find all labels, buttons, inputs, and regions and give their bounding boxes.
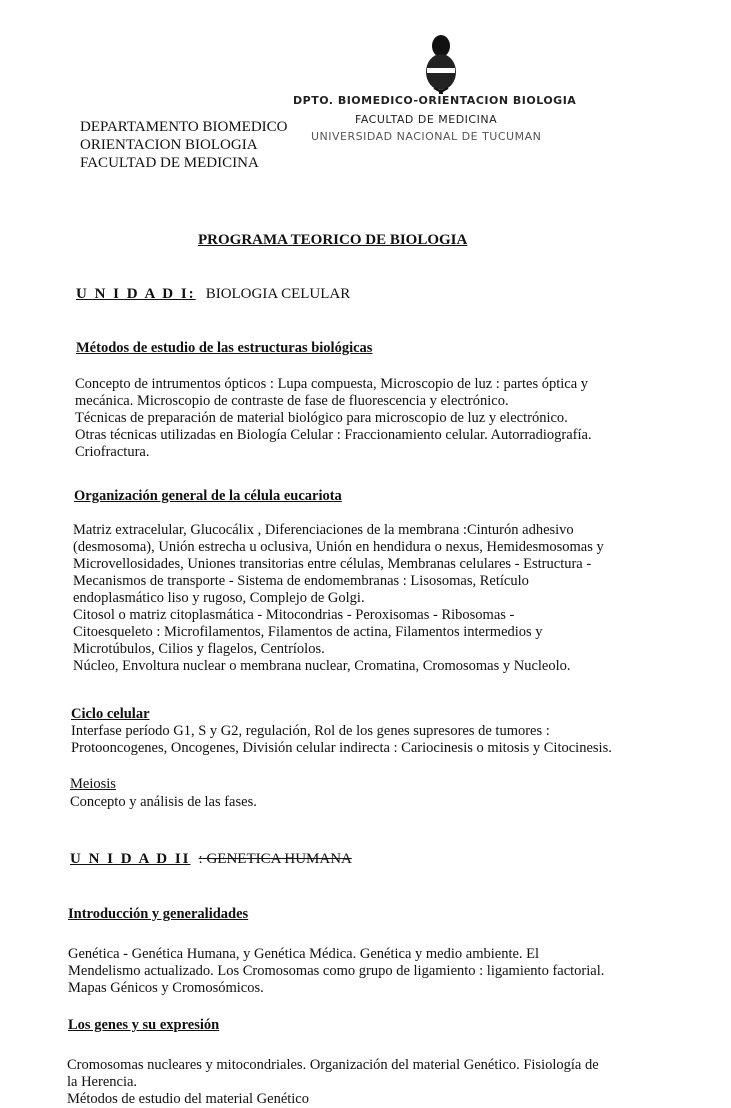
text-line: Métodos de estudio del material Genético <box>67 1091 309 1107</box>
text-line: la Herencia. <box>67 1074 138 1090</box>
text-line: Citosol o matriz citoplasmática - Mitocondrias - Peroxisomas - Ribosomas - <box>73 607 515 623</box>
text-line: Mendelismo actualizado. Los Cromosomas como grupo de ligamiento : ligamiento factorial. <box>68 963 605 979</box>
text-line: mecánica. Microscopio de contraste de fase de fluorescencia y electrónico. <box>75 393 509 409</box>
coat-of-arms-stamp-icon <box>418 34 464 94</box>
unit-1-label: U N I D A D I: <box>76 286 196 302</box>
unit-2-name: : GENETICA HUMANA <box>198 851 352 867</box>
stamp-line-3: UNIVERSIDAD NACIONAL DE TUCUMAN <box>311 130 542 143</box>
unit-1-name: BIOLOGIA CELULAR <box>205 286 351 302</box>
text-line: Criofractura. <box>75 444 150 460</box>
section-body-cell-cycle <box>71 723 612 757</box>
section-heading-introduction: Introducción y generalidades <box>68 906 249 922</box>
text-line: Técnicas de preparación de material biológico para microscopio de luz y electrónico. <box>75 410 568 426</box>
text-line: Matriz extracelular, Glucocálix , Diferenciaciones de la membrana :Cinturón adhesivo <box>73 522 574 538</box>
unit-2-heading <box>70 850 352 868</box>
unit-2-label: U N I D A D II <box>70 851 191 867</box>
text-line: endoplasmático liso y rugoso, Complejo de Golgi. <box>73 590 365 606</box>
text-line: Cromosomas nucleares y mitocondriales. Organización del material Genético. Fisiología de <box>67 1057 599 1073</box>
section-body-cell-organization <box>73 522 604 675</box>
stamp-line-2: FACULTAD DE MEDICINA <box>355 113 498 126</box>
section-body-methods <box>75 376 592 461</box>
page-title: PROGRAMA TEORICO DE BIOLOGIA <box>198 232 468 248</box>
text-line: Interfase período G1, S y G2, regulación, Rol de los genes supresores de tumores : <box>71 723 550 739</box>
section-heading-cell-organization: Organización general de la célula eucariota <box>74 488 342 504</box>
section-heading-genes-expression: Los genes y su expresión <box>68 1017 220 1033</box>
section-body-meiosis <box>70 794 257 811</box>
text-line: Mecanismos de transporte - Sistema de endomembranas : Lisosomas, Retículo <box>73 573 529 589</box>
text-line: (desmosoma), Unión estrecha u oclusiva, Unión en hendidura o nexus, Hemidesmosomas y <box>73 539 604 555</box>
header-orientation: ORIENTACION BIOLOGIA <box>80 137 258 153</box>
section-heading-methods: Métodos de estudio de las estructuras biológicas <box>76 340 373 356</box>
text-line: Microvellosidades, Uniones transitorias entre células, Membranas celulares - Estructura - <box>73 556 592 572</box>
header-faculty: FACULTAD DE MEDICINA <box>80 155 259 171</box>
section-heading-meiosis: Meiosis <box>70 776 116 792</box>
stamp-line-1: DPTO. BIOMEDICO-ORIENTACION BIOLOGIA <box>293 94 577 107</box>
text-line: Microtúbulos, Cilios y flagelos, Centríolos. <box>73 641 325 657</box>
header-department: DEPARTAMENTO BIOMEDICO <box>80 119 288 135</box>
text-line: Concepto de intrumentos ópticos : Lupa compuesta, Microscopio de luz : partes óptica y <box>75 376 589 392</box>
section-body-genes-expression <box>67 1057 599 1108</box>
text-line: Protooncogenes, Oncogenes, División celular indirecta : Cariocinesis o mitosis y Citocinesis. <box>71 740 612 756</box>
section-body-introduction <box>68 946 604 997</box>
text-line: Otras técnicas utilizadas en Biología Celular : Fraccionamiento celular. Autorradiografía. <box>75 427 592 443</box>
text-line: Citoesqueleto : Microfilamentos, Filamentos de actina, Filamentos intermedios y <box>73 624 543 640</box>
text-line: Concepto y análisis de las fases. <box>70 794 257 810</box>
section-heading-cell-cycle: Ciclo celular <box>71 706 150 722</box>
text-line: Núcleo, Envoltura nuclear o membrana nuclear, Cromatina, Cromosomas y Nucleolo. <box>73 658 571 674</box>
text-line: Genética - Genética Humana, y Genética Médica. Genética y medio ambiente. El <box>68 946 540 962</box>
unit-1-heading <box>76 285 350 303</box>
text-line: Mapas Génicos y Cromosómicos. <box>68 980 264 996</box>
